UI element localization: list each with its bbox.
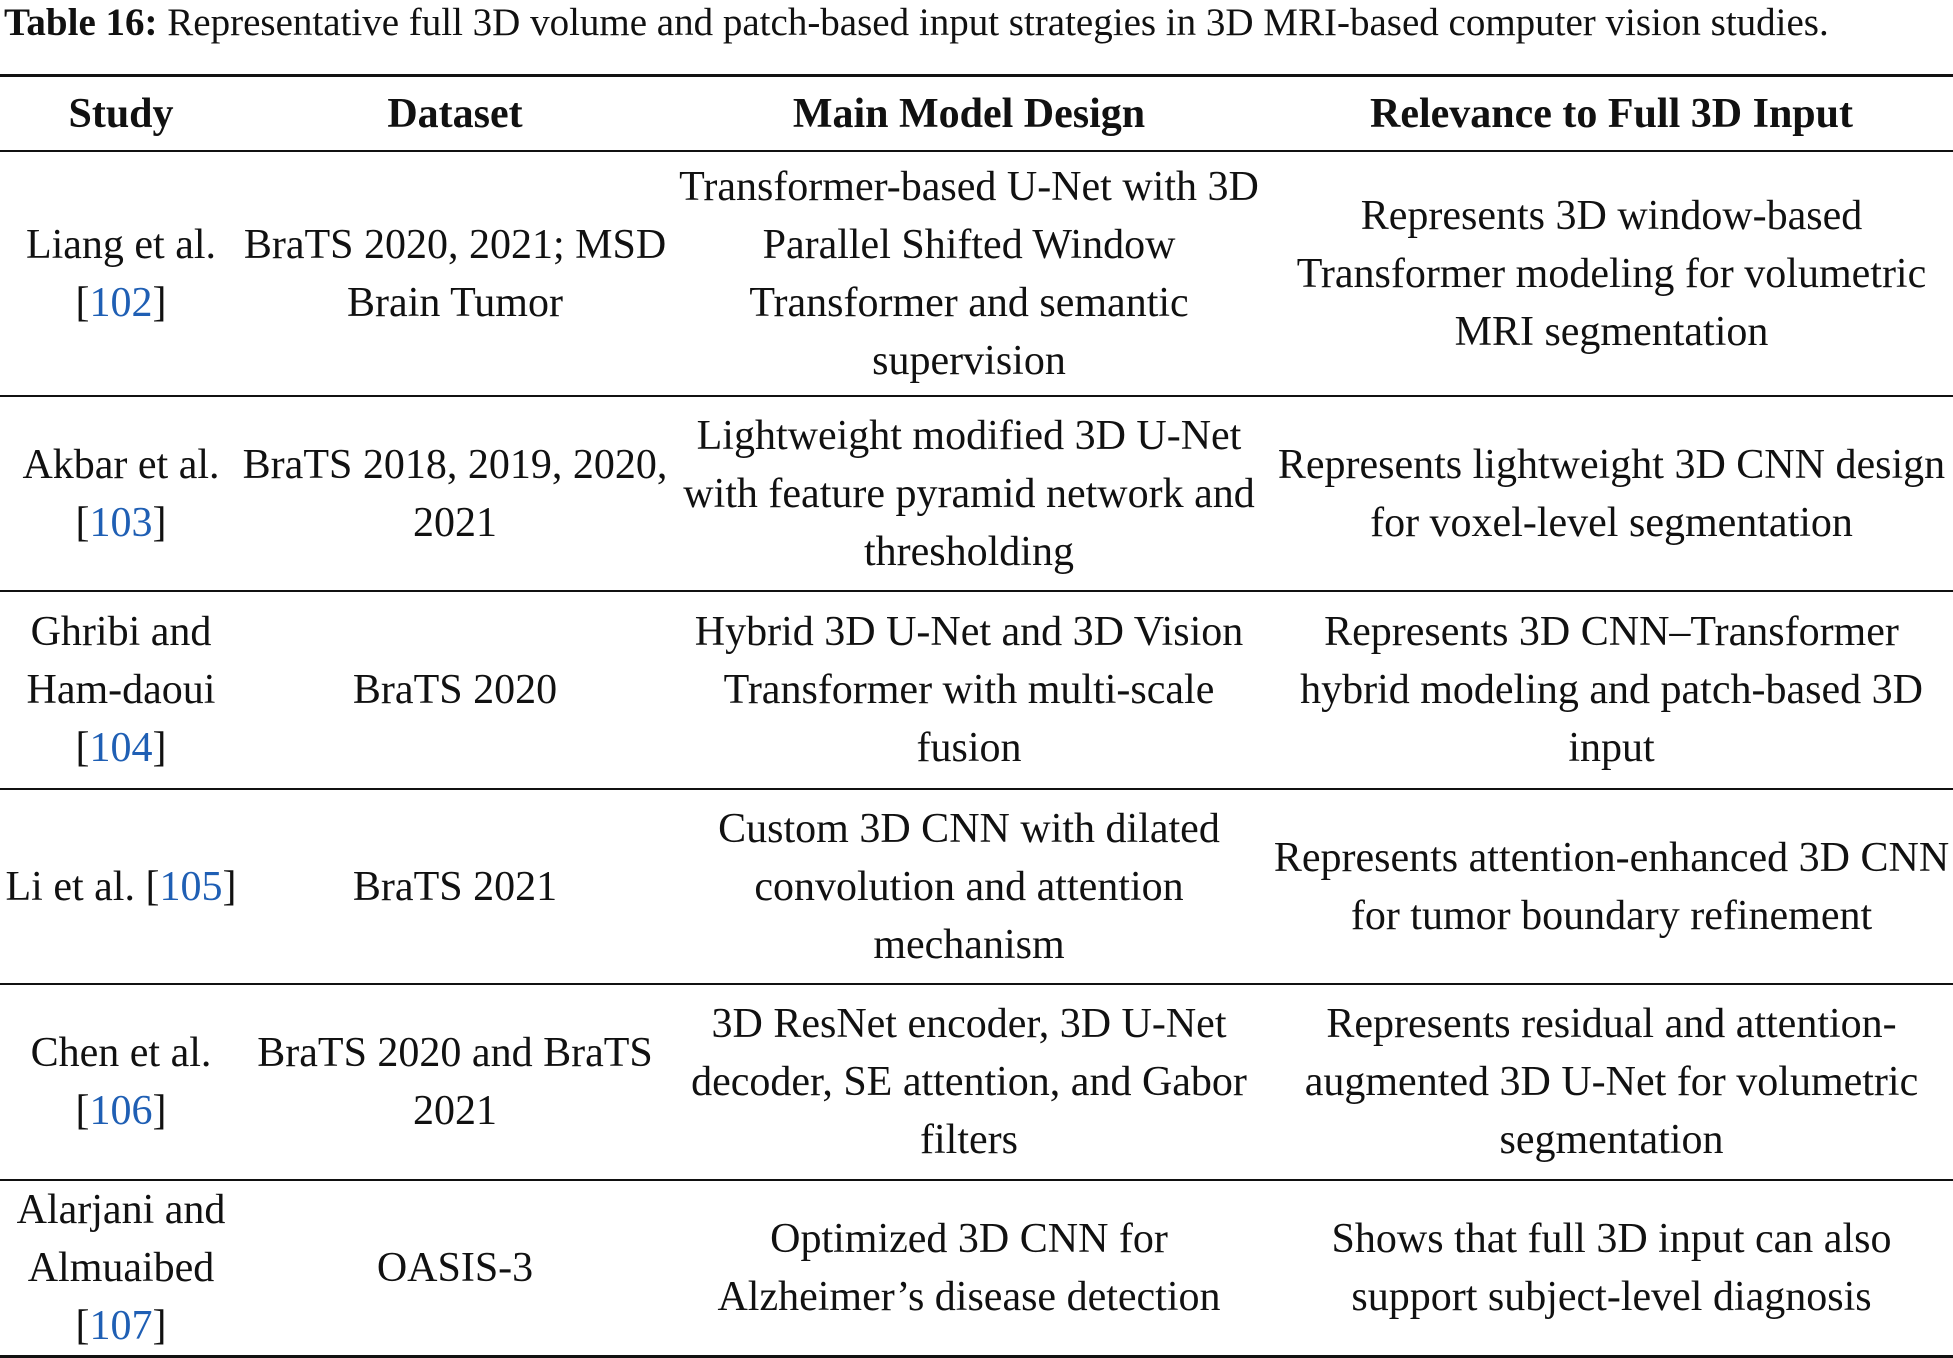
study-cell: Li et al. [105] xyxy=(0,789,242,984)
model-design-cell: Optimized 3D CNN for Alzheimer’s disease detection xyxy=(668,1180,1270,1357)
table-caption xyxy=(4,0,1949,46)
header-dataset: Dataset xyxy=(242,76,668,152)
study-name: Akbar et al. xyxy=(22,441,220,488)
citation-link[interactable]: 102 xyxy=(89,279,153,326)
table-row xyxy=(0,789,1953,984)
study-cell: Liang et al. [102] xyxy=(0,151,242,396)
table-row xyxy=(0,591,1953,789)
study-cell: Ghribi and Ham-daoui [104] xyxy=(0,591,242,789)
model-design-cell: Hybrid 3D U-Net and 3D Vision Transformer with multi-scale fusion xyxy=(668,591,1270,789)
dataset-cell: BraTS 2020 and BraTS 2021 xyxy=(242,984,668,1180)
study-name: Chen et al. xyxy=(30,1030,212,1076)
citation-link[interactable]: 104 xyxy=(89,725,153,771)
table-row xyxy=(0,151,1953,396)
table-header-row xyxy=(0,76,1953,152)
relevance-cell: Shows that full 3D input can also support subject-level diagnosis xyxy=(1270,1180,1953,1357)
header-study: Study xyxy=(0,76,242,152)
table-row xyxy=(0,1180,1953,1357)
header-relevance: Relevance to Full 3D Input xyxy=(1270,76,1953,152)
study-cell: Chen et al. [106] xyxy=(0,984,242,1180)
relevance-cell: Represents residual and attention-augmented 3D U-Net for volumetric segmentation xyxy=(1270,984,1953,1180)
study-name: Ghribi and Ham-daoui xyxy=(26,609,216,713)
citation-link[interactable]: 103 xyxy=(89,499,153,546)
dataset-cell: BraTS 2021 xyxy=(242,789,668,984)
dataset-cell: BraTS 2020, 2021; MSD Brain Tumor xyxy=(242,151,668,396)
dataset-cell: BraTS 2020 xyxy=(242,591,668,789)
relevance-cell: Represents 3D CNN–Transformer hybrid modeling and patch-based 3D input xyxy=(1270,591,1953,789)
caption-text: Representative full 3D volume and patch-based input strategies in 3D MRI-based computer vision studies. xyxy=(167,1,1829,44)
study-name: Liang et al. xyxy=(25,221,217,268)
header-model-design: Main Model Design xyxy=(668,76,1270,152)
study-cell: Akbar et al. [103] xyxy=(0,396,242,591)
comparison-table xyxy=(0,74,1953,1358)
relevance-cell: Represents 3D window-based Transformer modeling for volumetric MRI segmentation xyxy=(1270,151,1953,396)
table-row xyxy=(0,984,1953,1180)
study-cell: Alarjani and Almuaibed [107] xyxy=(0,1180,242,1357)
dataset-cell: BraTS 2018, 2019, 2020, 2021 xyxy=(242,396,668,591)
model-design-cell: Transformer-based U-Net with 3D Parallel Shifted Window Transformer and semantic supervision xyxy=(668,151,1270,396)
caption-label: Table 16: xyxy=(4,1,158,44)
relevance-cell: Represents lightweight 3D CNN design for voxel-level segmentation xyxy=(1270,396,1953,591)
study-name: Alarjani and Almuaibed xyxy=(16,1187,226,1291)
relevance-cell: Represents attention-enhanced 3D CNN for tumor boundary refinement xyxy=(1270,789,1953,984)
model-design-cell: Custom 3D CNN with dilated convolution and attention mechanism xyxy=(668,789,1270,984)
dataset-cell: OASIS-3 xyxy=(242,1180,668,1357)
citation-link[interactable]: 106 xyxy=(89,1088,153,1134)
table-row xyxy=(0,396,1953,591)
model-design-cell: 3D ResNet encoder, 3D U-Net decoder, SE attention, and Gabor filters xyxy=(668,984,1270,1180)
citation-link[interactable]: 107 xyxy=(89,1303,153,1349)
citation-link[interactable]: 105 xyxy=(159,863,223,910)
study-name: Li et al. xyxy=(5,863,135,910)
model-design-cell: Lightweight modified 3D U-Net with feature pyramid network and thresholding xyxy=(668,396,1270,591)
